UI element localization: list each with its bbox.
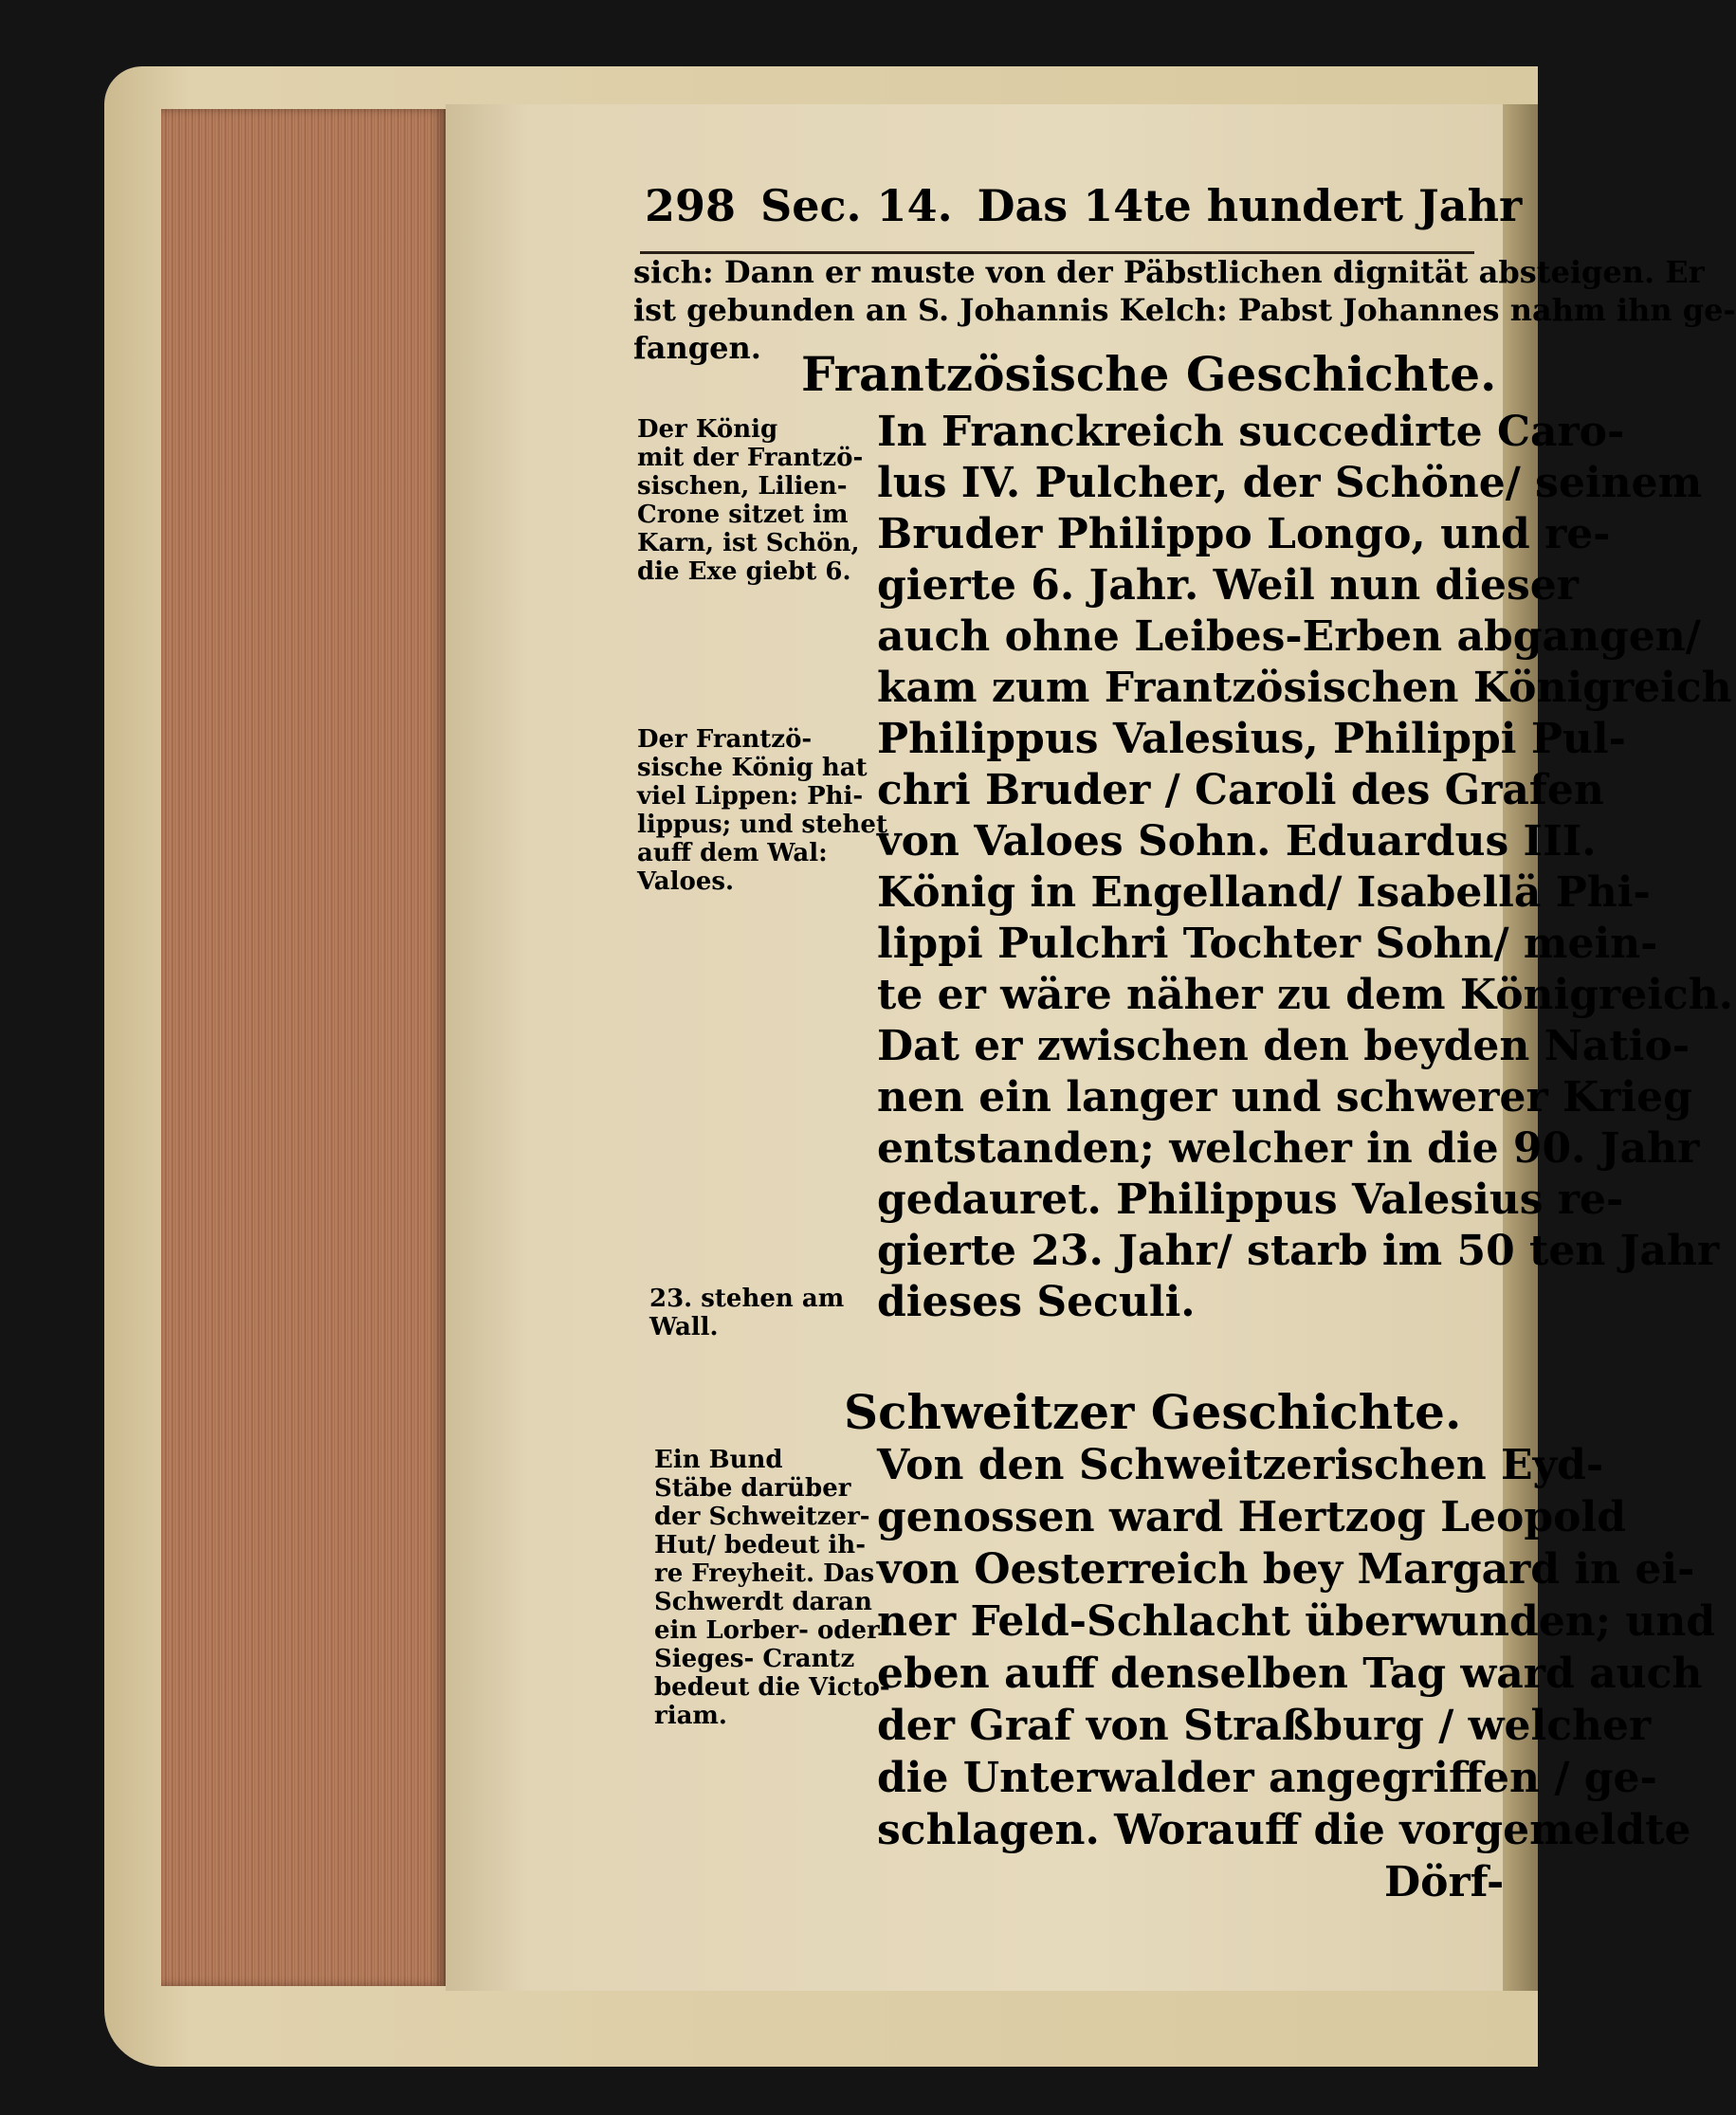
marginal-note: Der Frantzö- sische König hat viel Lippen: Phi- lippus; und stehet auff dem Wal: Valoes. xyxy=(637,725,887,896)
page-edges xyxy=(161,109,446,1986)
intro-line: sich: Dann er muste von der Päbstlichen dignität absteigen. Er xyxy=(633,254,1705,290)
intro-line: fangen. xyxy=(633,330,761,366)
running-title: Das 14te hundert Jahr xyxy=(977,180,1523,231)
body-line: gierte 6. Jahr. Weil nun dieser xyxy=(877,561,1579,610)
marginal-note: Der König mit der Frantzö- sischen, Lilien- Crone sitzet im Karn, ist Schön, die Exe giebt 6. xyxy=(637,415,864,586)
body-line: Philippus Valesius, Philippi Pul- xyxy=(877,715,1626,763)
section-label: Sec. 14. xyxy=(760,180,953,231)
body-line: Von den Schweitzerischen Eyd- xyxy=(877,1441,1604,1489)
body-line: gedauret. Philippus Valesius re- xyxy=(877,1176,1624,1224)
body-line: nen ein langer und schwerer Krieg xyxy=(877,1073,1692,1121)
body-line: lus IV. Pulcher, der Schöne/ seinem xyxy=(877,459,1703,507)
body-line: kam zum Frantzösischen Königreich xyxy=(877,664,1732,712)
body-line: dieses Seculi. xyxy=(877,1278,1196,1326)
body-line: von Oesterreich bey Margard in ei- xyxy=(877,1545,1695,1594)
body-line: auch ohne Leibes-Erben abgangen/ xyxy=(877,612,1701,661)
body-line: te er wäre näher zu dem Königreich. xyxy=(877,971,1734,1019)
body-line: König in Engelland/ Isabellä Phi- xyxy=(877,868,1651,917)
page-number: 298 xyxy=(645,180,737,231)
body-line: gierte 23. Jahr/ starb im 50 ten Jahr xyxy=(877,1227,1720,1275)
intro-line: ist gebunden an S. Johannis Kelch: Pabst Johannes nahm ihn ge- xyxy=(633,292,1736,328)
section-heading-swiss: Schweitzer Geschichte. xyxy=(844,1384,1462,1440)
body-line: von Valoes Sohn. Eduardus III. xyxy=(877,817,1597,866)
body-line: entstanden; welcher in die 90. Jahr xyxy=(877,1124,1700,1173)
body-line: Dat er zwischen den beyden Natio- xyxy=(877,1022,1690,1070)
marginal-note: 23. stehen am Wall. xyxy=(649,1285,845,1341)
running-header xyxy=(645,180,1523,246)
body-line: genossen ward Hertzog Leopold xyxy=(877,1493,1626,1541)
body-line: In Franckreich succedirte Caro- xyxy=(877,408,1625,456)
body-line: lippi Pulchri Tochter Sohn/ mein- xyxy=(877,920,1658,968)
body-line: ner Feld-Schlacht überwunden; und xyxy=(877,1597,1716,1646)
body-line: die Unterwalder angegriffen / ge- xyxy=(877,1754,1657,1802)
body-line: eben auff denselben Tag ward auch xyxy=(877,1650,1703,1698)
body-line: schlagen. Worauff die vorgemeldte xyxy=(877,1806,1691,1854)
body-line: der Graf von Straßburg / welcher xyxy=(877,1702,1652,1750)
body-line: chri Bruder / Caroli des Grafen xyxy=(877,766,1604,814)
catchword: Dörf- xyxy=(1384,1858,1505,1906)
body-line: Bruder Philippo Longo, und re- xyxy=(877,510,1611,558)
section-heading-french: Frantzösische Geschichte. xyxy=(801,346,1497,402)
marginal-note: Ein Bund Stäbe darüber der Schweitzer- Hut/ bedeut ih- re Freyheit. Das Schwerdt daran ein Lorber- oder Sieges- Crantz bedeut die Victo- riam. xyxy=(654,1446,890,1730)
